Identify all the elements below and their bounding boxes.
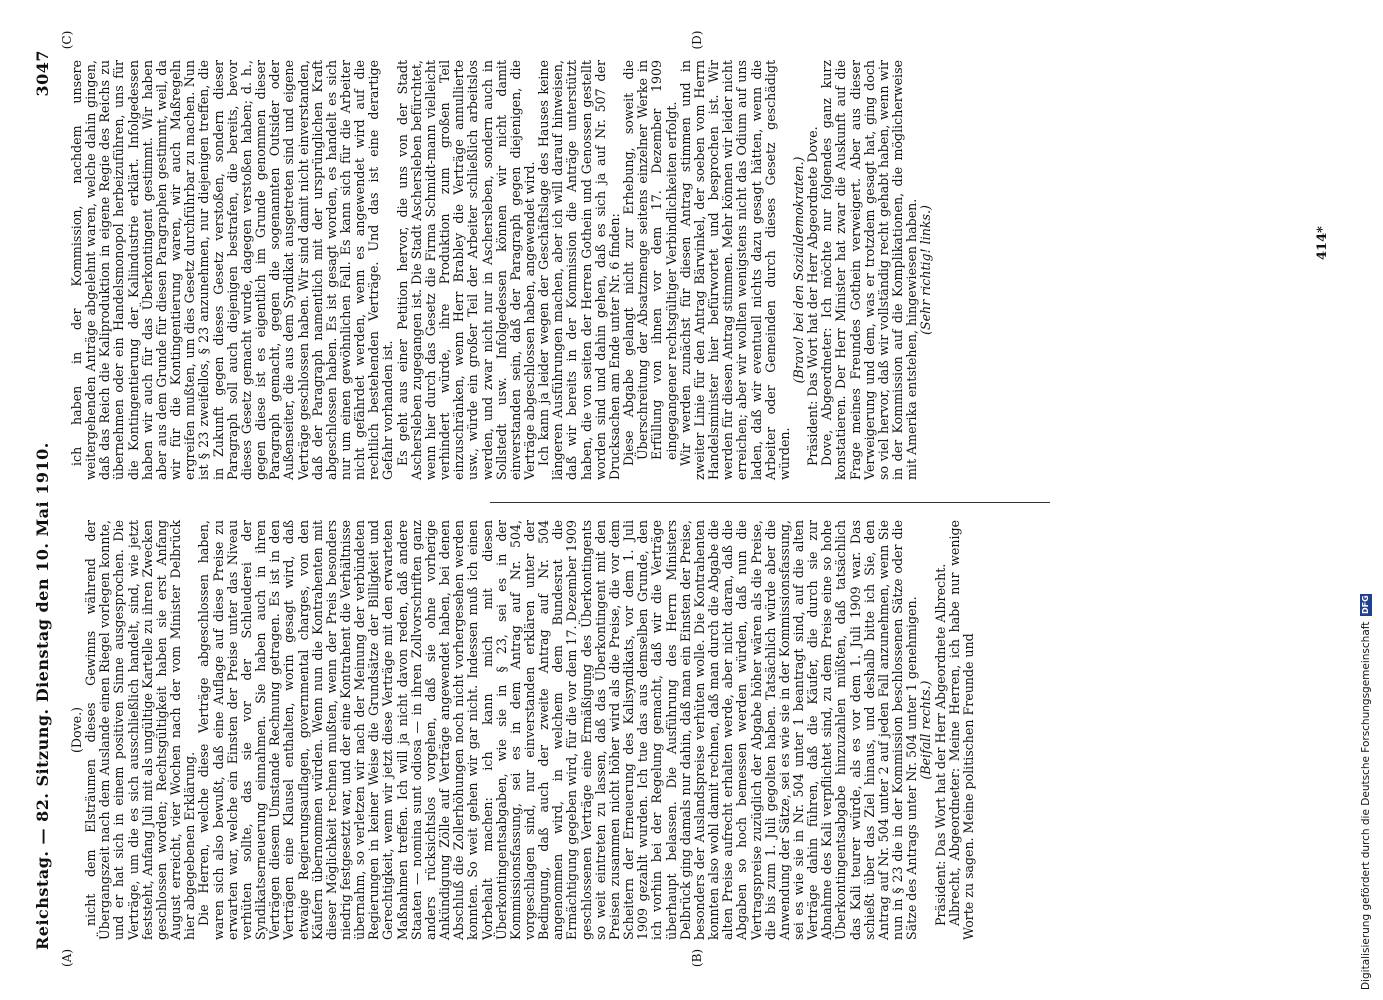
- margin-mark-c: (C): [60, 30, 74, 50]
- president-line: Präsident: Das Wort hat der Herr Abgeordnete Albrecht.: [932, 563, 948, 926]
- quoted-provision: Diese Abgabe gelangt nicht zur Erhebung, soweit die Überschreitung der Absatzmenge seitens einzelner Werke in Erfüllung von ihnen vor dem 17. Dezember 1909 eingegangener rechtsgültiger Verbindlichkeiten erfolgt.: [621, 60, 679, 466]
- header-title: Reichstag. — 82. Sitzung. Dienstag den 10. Mai 1910.: [32, 442, 52, 950]
- margin-mark-a: (A): [60, 948, 74, 968]
- left-column: [69, 520, 976, 940]
- paragraph: Ich kann ja leider wegen der Geschäftslage des Hauses keine längeren Ausführungen machen, aber ich will darauf hinweisen, daß wir bereits in der Kommission die Anträge unterstützt haben, die von seiten der Herren Gothein und Genossen gestellt worden sind und dahin gehen, daß es sich ja auf Nr. 507 der Drucksachen am Ende unter Nr. 6 finden:: [536, 60, 622, 480]
- speaker-line: Albrecht, Abgeordneter: Meine Herren, ich habe nur wenige Worte zu sagen. Meine politischen Freunde und: [946, 520, 976, 940]
- margin-mark-d: (D): [690, 30, 704, 50]
- page-header: [28, 50, 56, 950]
- speaker-label: (Dove.): [69, 706, 84, 754]
- applause-note: (Beifall rechts.): [918, 680, 934, 780]
- paragraph: ich haben in der Kommission, nachdem unsere weitergehenden Anträge abgelehnt waren, welche dahin gingen, daß das Reich die Kaliproduktion in eigene Regie des Reichs zu übernehmen oder ein Handelsmonopol herbeizuführen, uns für die Kontingentierung der Kaliindustrie erklärt. Infolgedessen haben wir auch für das Überkontingent gestimmt. Wir haben aber aus dem Grunde für diesen Paragraphen gestimmt, weil, da wir für die Kontingentierung waren, wir auch Maßregeln ergreifen mußten, um dies Gesetz durchführbar zu machen. Nun ist § 23 zweifellos, § 23 anzunehmen, nur diejenigen treffen, die in Zukunft gegen dieses Gesetz verstoßen, sondern dieser Paragraph soll auch diejenigen bestrafen, die bereits, bevor dieses Gesetz gemacht wurde, dagegen verstoßen haben; d. h., gegen diese ist es eigentlich im Grunde genommen dieser Paragraph gemacht, gegen die sogenannten Outsider oder Außenseiter, die aus dem Syndikat ausgetreten sind und eigene Verträge geschlossen haben. Wir sind damit nicht einverstanden, daß der Paragraph namentlich mit der ursprünglichen Kraft abgeschlossen haben. Es ist gesagt worden, es handelt es sich nur um einen gewöhnlichen Fall. Es kann sich für die Arbeiter nicht gefährdet werden, wenn es angewendet wird auf die rechtlich bestehenden Verträge. Und das ist eine derartige Gefahr vorhanden ist.: [69, 60, 396, 480]
- column-divider: [490, 502, 1050, 503]
- closing-note: (Sehr richtig! links.): [918, 205, 934, 335]
- paragraph: Wir werden zunächst für diesen Antrag stimmen und in zweiter Linie für den Antrag Bärwinkel, der soeben vom Herrn Handelsminister hier befürwortet und besprochen ist. Wir werden für diesen Antrag stimmen. Mehr können wir leider nicht erreichen; aber wir wollten wenigstens nicht das Odium auf uns laden, daß wir eventuell nichts dazu gesagt hätten, wenn die Arbeiter oder Gemeinden durch dieses Gesetz geschädigt würden.: [677, 60, 792, 480]
- speaker-line: Dove, Abgeordneter: Ich möchte nur folgendes ganz kurz konstatieren. Der Herr Minister hat zwar die Auskunft auf die Frage meines Freundes Gothein verweigert. Aber aus dieser Verweigerung und dem, was er trotzdem gesagt hat, ging doch so viel hervor, daß wir vollständig recht gehabt haben, wenn wir in der Kommission auf die Komplikationen, die möglicherweise mit Amerika entstehen, hingewiesen haben.: [819, 60, 920, 480]
- credit-text: Digitalisierung gefördert durch die Deutsche Forschungsgemeinschaft: [1360, 621, 1372, 990]
- applause-note: (Bravo! bei den Sozialdemokraten.): [790, 156, 806, 384]
- president-line: Präsident: Das Wort hat der Herr Abgeordnete Dove.: [805, 126, 821, 466]
- digitization-credit: [1360, 10, 1372, 990]
- page-marker: 414*: [1315, 226, 1330, 260]
- margin-mark-b: (B): [690, 948, 704, 968]
- paragraph: Die Herren, welche diese Verträge abgeschlossen haben, waren sich also bewußt, daß eine Auflage auf diese Preise zu erwarten war, welche ein Einsten der Preise unter das Niveau verhüten sollte, das sie vor der Schleuderei der Syndikatserneuerung einnahmen. Sie haben auch in ihren Verträgen diesem Umstande Rechnung getragen. Es ist in den Verträgen eine Klausel enthalten, worin gesagt wird, daß etwaige Regierungsauflagen, governmental charges, von den Käufern übernommen würden. Wenn nun die Kontrahenten mit dieser Möglichkeit rechnen mußten, wenn der Preis besonders niedrig festgesetzt war, und der eine Kontrahent die Verhältnisse übernahm, so verletzen wir nach der Meinung der verbündeten Regierungen in keiner Weise die Grundsätze der Billigkeit und Gerechtigkeit, wenn wir jetzt diese Verträge mit den erwarteten Maßnahmen treffen. Ich will ja nicht davon reden, daß andere Staaten — nomina sunt odiosa — in ihren Zollvorschriften ganz anders rücksichtslos vorgehen, daß sie ohne vorherige Ankündigung Zölle auf Verträge angewendet haben, bei denen Abschluß die Zollerhöhungen noch nicht vorhergesehen werden konnten. So weit gehen wir gar nicht. Indessen muß ich einen Vorbehalt machen: ich kann mich mit diesen Überkontingentsabgaben, wie sie in § 23, sei es in der Kommissionsfassung, sei es in dem Antrag auf Nr. 504, vorgeschlagen sind, nur einverstanden erklären unter der Bedingung, daß auch der zweite Antrag auf Nr. 504 angenommen wird, in welchem dem Bundesrat die Ermächtigung gegeben wird, für die vor dem 17. Dezember 1909 geschlossenen Verträge eine Ermäßigung des Überkontingents so weit eintreten zu lassen, daß das Überkontingent mit den Preisen zusammen nicht höher wird als die Preise, die vor dem Scheitern der Erneuerung des Kalisyndikats, vor dem 1. Juli 1909 gezahlt wurden. Ich tue das aus demselben Grunde, den ich vorhin bei der Regelung gemacht, daß wir die Verträge überhaupt belassen. Die Ausführung des Herrn Ministers Delbrück ging damals nur dahin, daß man ein Einsten der Preise, besonders der Auslandspreise verhüten wolle. Die Kontrahenten konnten also wohl damit rechnen, daß man durch die Abgabe die alten Preise aufrecht erhalten werde, aber nicht daran, daß die Abgaben so hoch bemessen werden würden, daß nun die Vertragspreise zuzüglich der Abgabe höher wären als die Preise, die bis zum 1. Juli gegolten haben. Tatsächlich würde aber die Anwendung der Sätze, sei es wie sie in der Kommissionsfassung, sei es wie sie in Nr. 504 unter 1 beantragt sind, auf die alten Verträge dahin führen, daß die Käufer, die durch sie zur Abnahme des Kali verpflichtet sind, zu dem Preise eine so hohe Überkontingentsabgabe hinzuzahlen müßten, daß tatsächlich das Kali teurer würde, als es vor dem 1. Juli 1909 war. Das schießt über das Ziel hinaus, und deshalb bitte ich Sie, den Antrag auf Nr. 504 unter 2 auf jeden Fall anzunehmen, wenn Sie nun in § 23 die in der Kommission beschlossenen Sätze oder die Sätze des Antrags unter Nr. 504 unter 1 genehmigen.: [196, 520, 920, 940]
- paragraph: Es geht aus einer Petition hervor, die uns von der Stadt Aschersleben zugegangen ist. Die Stadt Aschersleben befürchtet, wenn hier durch das Gesetz die Firma Schmidt-mann vielleicht verhindert würde, ihre Produktion zum großen Teil einzuschränken, wenn Herr Brabley die Verträge annullierte usw., würde ein großer Teil der Arbeiter schließlich arbeitslos werden, und zwar nicht nur in Aschersleben, sondern auch in Sollstedt usw. Infolgedessen können wir nicht damit einverstanden sein, daß der Paragraph gegen diejenigen, die Verträge abgeschlossen haben, angewendet wird.: [394, 60, 537, 480]
- paragraph: nicht dem Elsträumen dieses Gewinns während der Übergangszeit nach dem Auslande einen Riegel vorlegen konnte, und er hat sich in einem positiven Sinne ausgesprochen. Die Verträge, um die es sich ausschließlich handelt, sind, wie jetzt feststeht, Anfang Juli mit als ungültige Kartelle zu ihren Zwecken geschlossen worden; Rechtsgültigkeit haben sie erst Anfang August erreicht, vier Wochen nach der vom Minister Delbrück hier abgegebenen Erklärung.: [83, 520, 198, 940]
- right-column: [69, 60, 934, 480]
- header-page-number: 3047: [32, 50, 52, 97]
- dfg-logo-icon: DFG: [1361, 595, 1370, 614]
